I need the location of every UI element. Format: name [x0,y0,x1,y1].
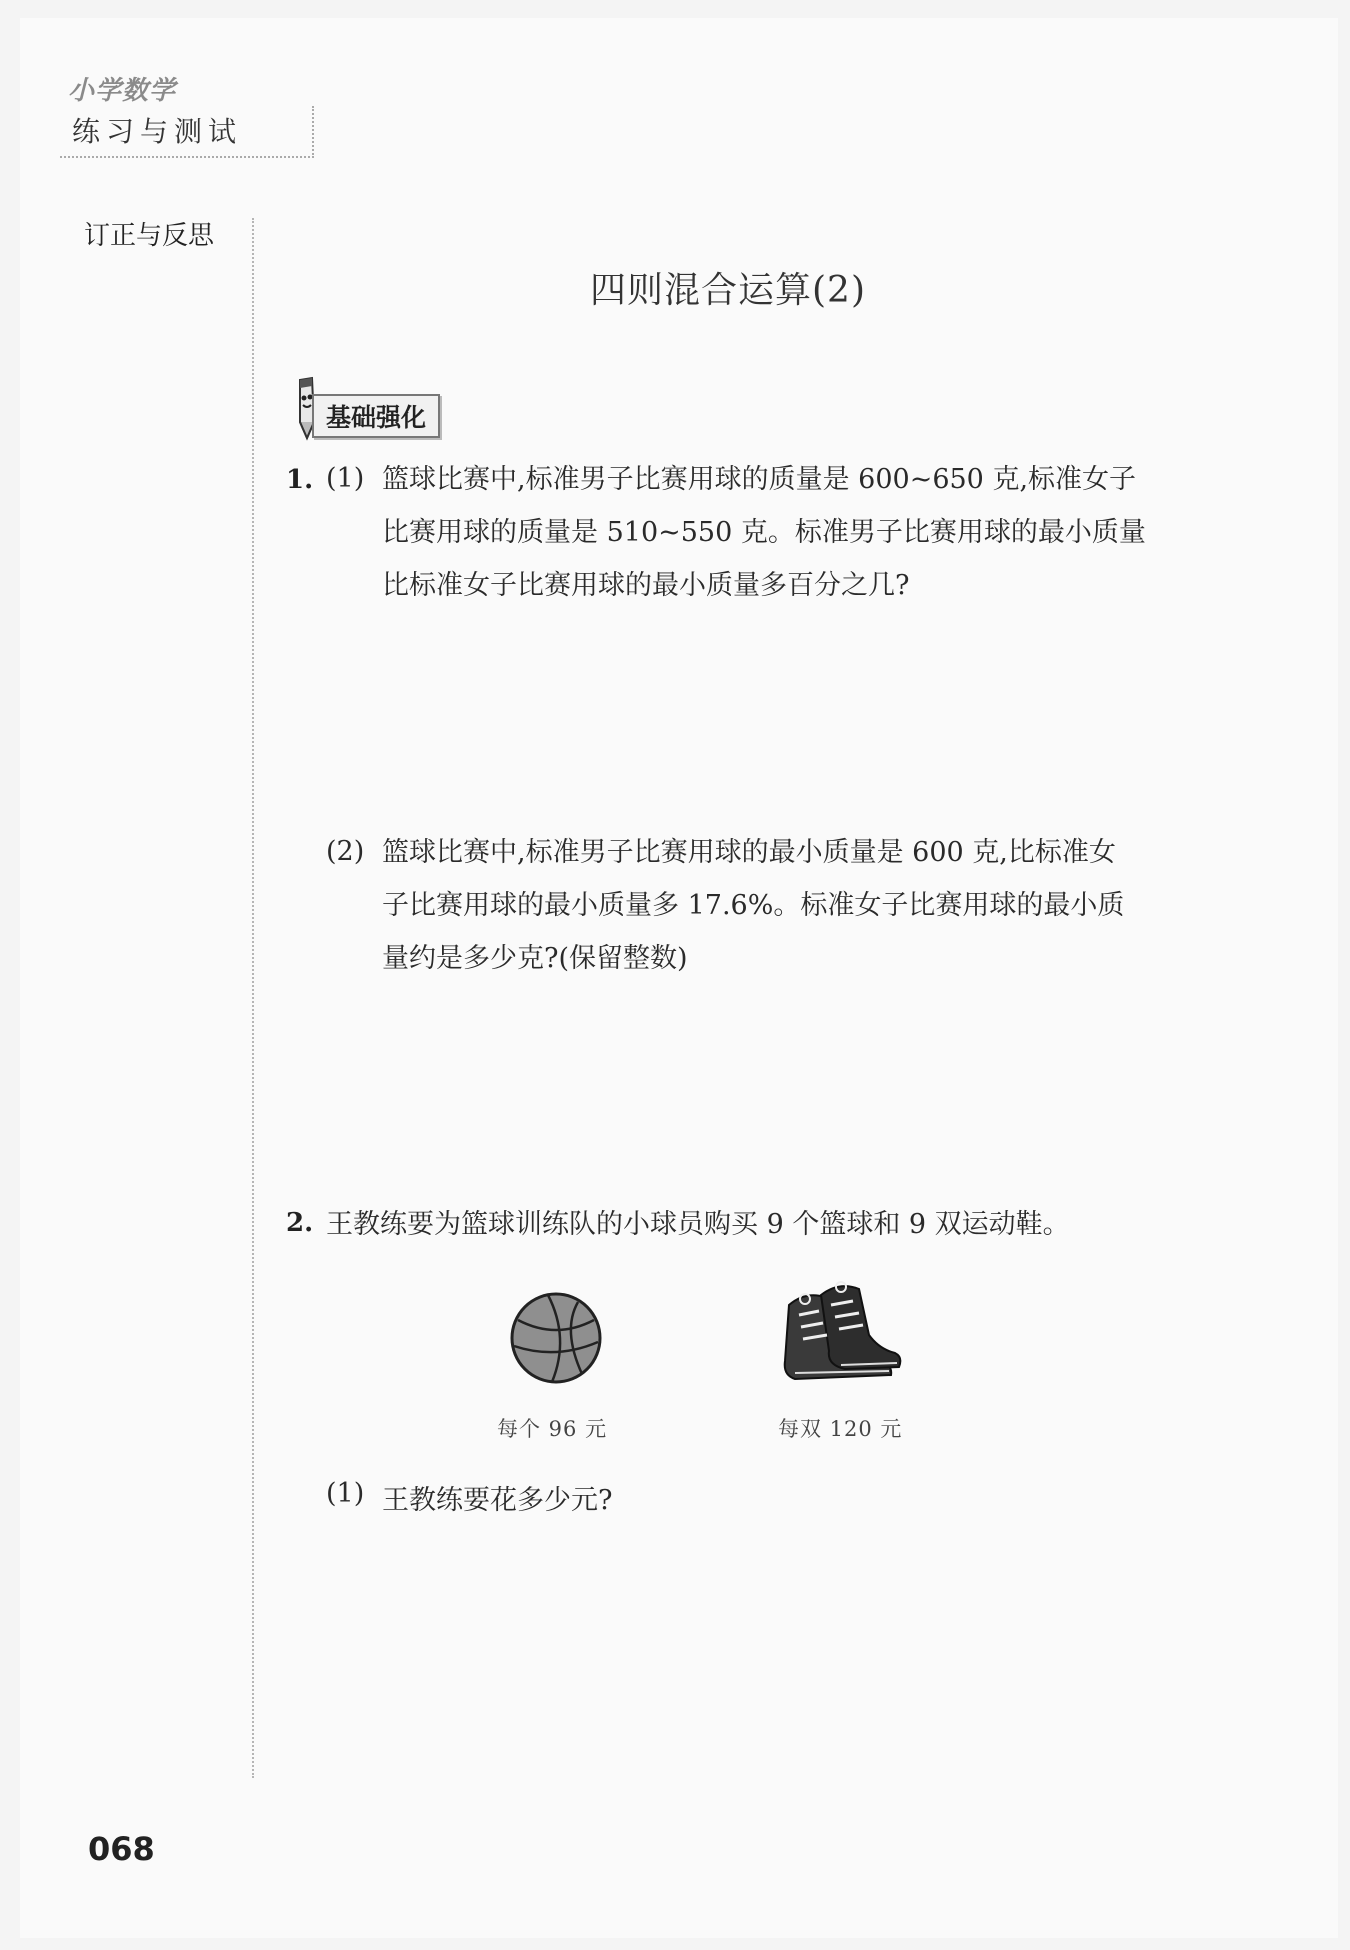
question-1-part-2-text [382,826,1124,985]
question-1-number: 1. [286,465,314,495]
sneakers-item [775,1275,905,1399]
question-2-text: 王教练要为篮球训练队的小球员购买 9 个篮球和 9 双运动鞋。 [326,1209,1070,1240]
question-2-number: 2. [286,1208,314,1238]
question-1-part-2-label: (2) [326,836,365,867]
lesson-title: 四则混合运算(2) [590,270,866,311]
question-1-part-1-text [382,453,1146,612]
text-line: 篮球比赛中,标准男子比赛用球的质量是 600~650 克,标准女子 [382,464,1137,495]
correction-reflection-label: 订正与反思 [84,221,215,251]
sneakers-icon [775,1275,905,1395]
question-1-part-1-label: (1) [326,463,365,494]
question-2-part-1-text: 王教练要花多少元? [382,1485,613,1516]
book-title: 练习与测试 [72,115,243,148]
basketball-item [508,1290,604,1390]
page-number: 068 [88,1830,155,1868]
section-label: 基础强化 [312,394,440,438]
text-line: 子比赛用球的最小质量多 17.6%。标准女子比赛用球的最小质 [382,890,1125,921]
text-line: 比标准女子比赛用球的最小质量多百分之几? [382,570,910,601]
question-2-part-1-label: (1) [326,1478,365,1509]
basketball-price: 每个 96 元 [497,1417,608,1441]
text-line: 篮球比赛中,标准男子比赛用球的最小质量是 600 克,比标准女 [382,837,1116,868]
sneakers-price: 每双 120 元 [778,1417,903,1441]
basketball-icon [508,1290,604,1386]
text-line: 比赛用球的质量是 510~550 克。标准男子比赛用球的最小质量 [382,517,1146,548]
margin-divider [252,218,254,1778]
text-line: 量约是多少克?(保留整数) [382,943,688,974]
series-title: 小学数学 [68,76,177,106]
